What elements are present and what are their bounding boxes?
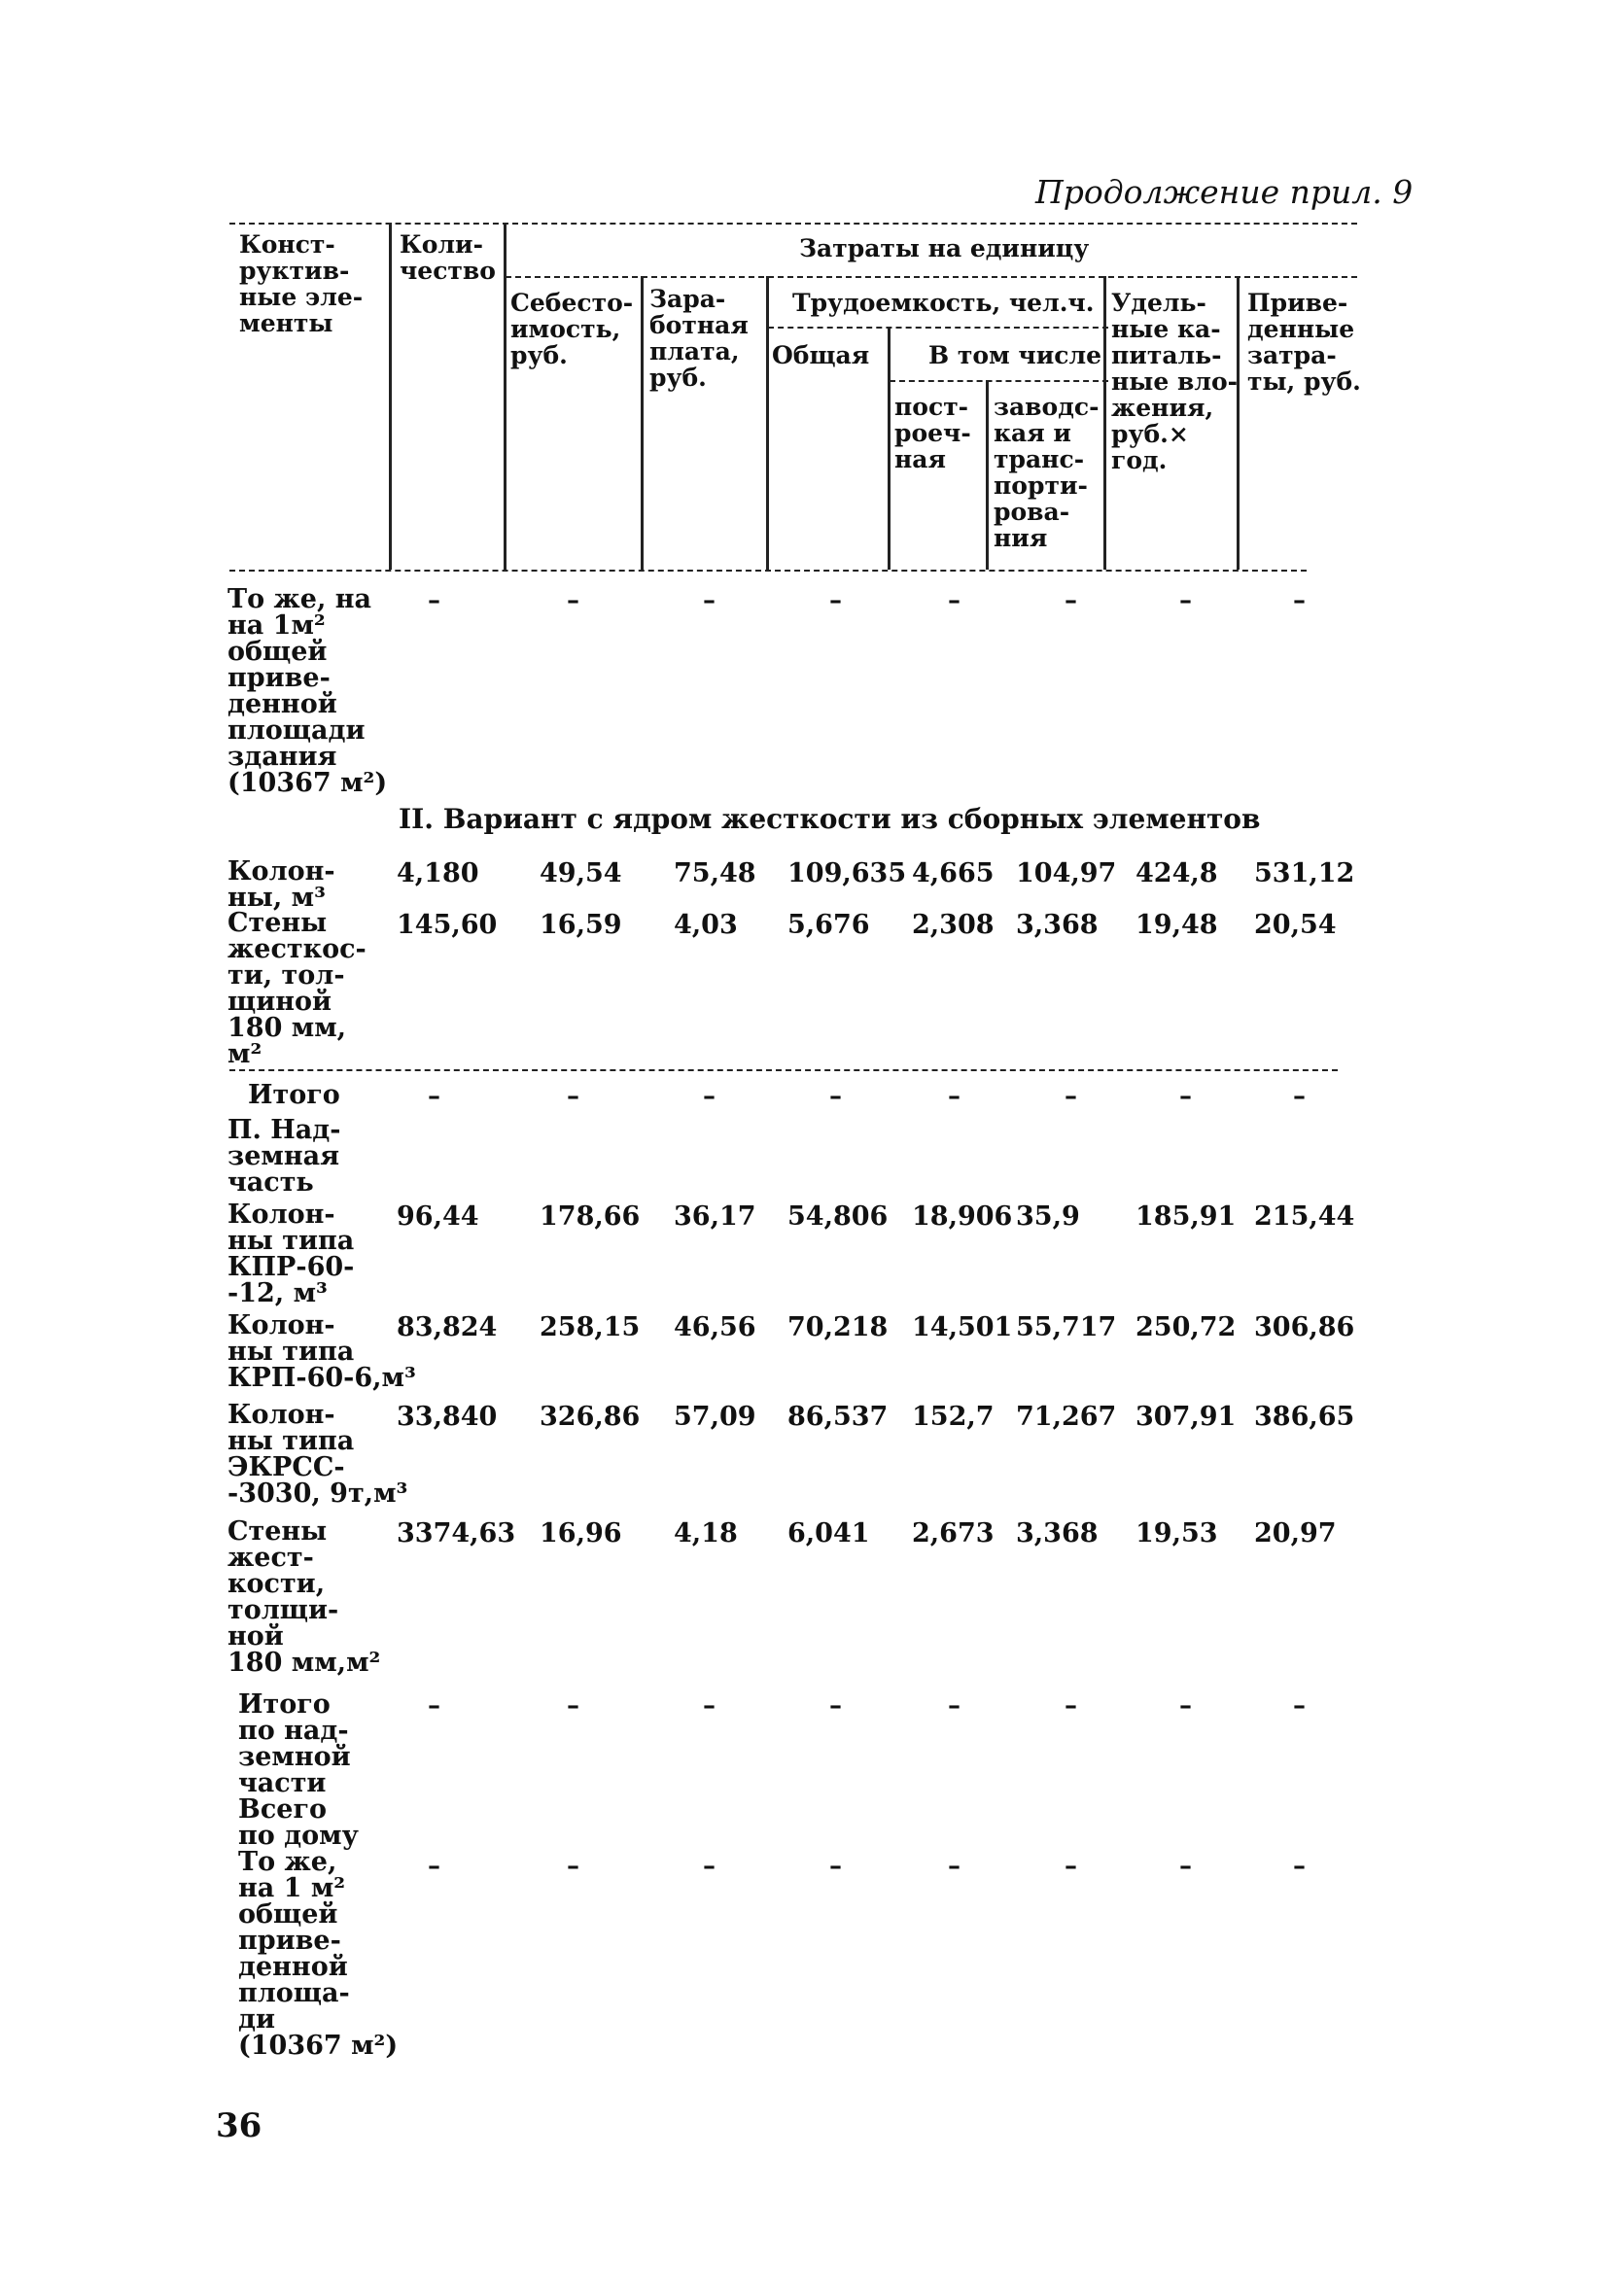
empty-cell-dash: – <box>1065 1082 1077 1111</box>
table-cell: 145,60 <box>397 910 498 940</box>
header-wage-line: плата, <box>649 337 740 365</box>
row-label-line: по дому <box>238 1821 359 1851</box>
row-label <box>227 910 422 1067</box>
table-cell: 49,54 <box>540 858 622 888</box>
row-label <box>227 1117 422 1196</box>
header-including: В том числе <box>928 341 1102 369</box>
empty-cell-dash: – <box>948 1691 961 1721</box>
row-label-line: приве- <box>227 663 331 693</box>
row-label-line: по над- <box>238 1716 349 1746</box>
row-label-line: Колон- <box>227 1400 335 1430</box>
table-cell: 54,806 <box>787 1201 889 1232</box>
row-label-line: То же, на <box>227 584 371 614</box>
empty-cell-dash: – <box>1179 1082 1192 1111</box>
row-label-line: части <box>238 1768 327 1798</box>
empty-cell-dash: – <box>567 586 579 615</box>
header-elements-line: Конст- <box>239 230 335 259</box>
row-label-line: ны типа <box>227 1226 355 1256</box>
header-elements <box>239 231 363 336</box>
header-factory <box>994 394 1099 551</box>
empty-cell-dash: – <box>829 1852 842 1881</box>
table-cell: 20,97 <box>1254 1518 1337 1548</box>
header-factory-line: порти- <box>994 471 1088 500</box>
row-label <box>227 1402 422 1507</box>
header-wage <box>649 286 749 391</box>
vline-1 <box>389 223 392 570</box>
header-cost-line: имость, <box>510 315 621 343</box>
table-cell: 83,824 <box>397 1312 498 1342</box>
section-title: II. Вариант с ядром жесткости из сборных элементов <box>399 803 1261 835</box>
row-label-line: Итого <box>238 1689 331 1720</box>
empty-cell-dash: – <box>428 1082 440 1111</box>
header-factory-line: транс- <box>994 445 1085 473</box>
header-factory-line: заводс- <box>994 393 1100 421</box>
table-cell: 16,59 <box>540 910 622 940</box>
row-label-line: Итого <box>248 1080 340 1110</box>
empty-cell-dash: – <box>1293 1691 1306 1721</box>
table-cell: 4,03 <box>674 910 738 940</box>
table-cell: 71,267 <box>1016 1402 1117 1432</box>
empty-cell-dash: – <box>948 1082 961 1111</box>
vline-6 <box>986 380 989 570</box>
table-cell: 178,66 <box>540 1201 641 1232</box>
table-cell: 35,9 <box>1016 1201 1080 1232</box>
table-cell: 152,7 <box>912 1402 995 1432</box>
row-label-line: Колон- <box>227 856 335 887</box>
header-capital-line: ные вло- <box>1111 367 1239 396</box>
table-cell: 33,840 <box>397 1402 498 1432</box>
header-reduced-line: затра- <box>1247 341 1337 369</box>
empty-cell-dash: – <box>428 1852 440 1881</box>
header-wage-line: Зара- <box>649 285 726 313</box>
empty-cell-dash: – <box>567 1691 579 1721</box>
header-cost <box>510 290 633 368</box>
header-quantity-line: чество <box>400 257 496 285</box>
table-cell: 55,717 <box>1016 1312 1117 1342</box>
row-label-line: ЭКРСС- <box>227 1452 345 1482</box>
empty-cell-dash: – <box>703 1852 716 1881</box>
row-label-line: денной <box>227 689 337 719</box>
table-cell: 16,96 <box>540 1518 622 1548</box>
row-label-line: 180 мм,м² <box>227 1648 381 1678</box>
row-label <box>227 1201 422 1306</box>
row-label-line: кости, <box>227 1569 326 1599</box>
header-capital-line: жения, <box>1111 394 1214 422</box>
row-label-line: ны типа <box>227 1337 355 1367</box>
row-label-line: -3030, 9т,м³ <box>227 1478 408 1509</box>
vline-7 <box>1103 276 1106 570</box>
empty-cell-dash: – <box>948 1852 961 1881</box>
table-cell: 18,906 <box>912 1201 1013 1232</box>
caption: Продолжение прил. 9 <box>1035 173 1414 211</box>
row-label-line: жест- <box>227 1543 314 1573</box>
header-labor-group: Трудоемкость, чел.ч. <box>792 289 1095 317</box>
row-label <box>238 1691 433 2059</box>
header-elements-line: менты <box>239 309 333 337</box>
body-separator-line <box>229 1069 1338 1071</box>
table-cell: 36,17 <box>674 1201 756 1232</box>
table-cell: 86,537 <box>787 1402 889 1432</box>
table-cell: 424,8 <box>1135 858 1218 888</box>
row-label-line: ти, тол- <box>227 960 345 991</box>
table-cell: 4,665 <box>912 858 995 888</box>
header-construction-line: роеч- <box>894 419 971 447</box>
header-factory-line: кая и <box>994 419 1071 447</box>
row-label-line: денной <box>238 1952 348 1982</box>
row-label-line: (10367 м²) <box>227 768 388 798</box>
empty-cell-dash: – <box>1065 1852 1077 1881</box>
header-reduced <box>1247 290 1361 395</box>
vline-5 <box>888 327 891 570</box>
header-elements-line: руктив- <box>239 257 350 285</box>
row-label <box>227 586 422 796</box>
header-wage-line: руб. <box>649 364 707 392</box>
table-cell: 3,368 <box>1016 1518 1099 1548</box>
empty-cell-dash: – <box>1179 1852 1192 1881</box>
row-label-line: (10367 м²) <box>238 2031 399 2061</box>
header-capital-line: питаль- <box>1111 341 1222 369</box>
table-cell: 306,86 <box>1254 1312 1355 1342</box>
empty-cell-dash: – <box>1179 586 1192 615</box>
header-reduced-line: ты, руб. <box>1247 367 1361 396</box>
table-cell: 258,15 <box>540 1312 641 1342</box>
header-construction-line: ная <box>894 445 946 473</box>
table-cell: 104,97 <box>1016 858 1117 888</box>
empty-cell-dash: – <box>567 1852 579 1881</box>
row-label-line: толщи- <box>227 1595 339 1625</box>
table-cell: 109,635 <box>787 858 907 888</box>
row-label-line: Стены <box>227 908 328 938</box>
table-cell: 57,09 <box>674 1402 756 1432</box>
row-label-line: площади <box>227 715 366 746</box>
header-construction-line: пост- <box>894 393 969 421</box>
table-cell: 19,48 <box>1135 910 1218 940</box>
empty-cell-dash: – <box>703 1082 716 1111</box>
table-cell: 215,44 <box>1254 1201 1355 1232</box>
table-cell: 20,54 <box>1254 910 1337 940</box>
table-cell: 3374,63 <box>397 1518 516 1548</box>
header-labor-line <box>768 327 1108 329</box>
empty-cell-dash: – <box>829 586 842 615</box>
row-label-line: на 1м² <box>227 610 326 641</box>
empty-cell-dash: – <box>428 1691 440 1721</box>
header-construction <box>894 394 971 472</box>
empty-cell-dash: – <box>428 586 440 615</box>
row-label <box>227 1518 422 1676</box>
row-label-line: земная <box>227 1141 340 1171</box>
empty-cell-dash: – <box>1065 586 1077 615</box>
header-capital-line: год. <box>1111 446 1168 474</box>
header-top-line <box>229 223 1357 225</box>
header-capital-line: Удель- <box>1111 289 1206 317</box>
empty-cell-dash: – <box>1179 1691 1192 1721</box>
header-reduced-line: денные <box>1247 315 1355 343</box>
row-label-line: 180 мм, <box>227 1013 347 1043</box>
row-label-line: м² <box>227 1039 262 1069</box>
table-cell: 3,368 <box>1016 910 1099 940</box>
header-cost-line: Себесто- <box>510 289 634 317</box>
table-cell: 250,72 <box>1135 1312 1237 1342</box>
row-label-line: общей <box>227 637 328 667</box>
table-cell: 75,48 <box>674 858 756 888</box>
row-label-line: Колон- <box>227 1200 335 1230</box>
row-label-line: площа- <box>238 1978 350 2008</box>
header-capital-line: ные ка- <box>1111 315 1221 343</box>
table-cell: 4,18 <box>674 1518 738 1548</box>
row-label <box>248 1082 442 1108</box>
empty-cell-dash: – <box>829 1082 842 1111</box>
row-label <box>227 858 422 911</box>
empty-cell-dash: – <box>1293 1082 1306 1111</box>
table-cell: 386,65 <box>1254 1402 1355 1432</box>
row-label-line: То же, <box>238 1847 337 1877</box>
row-label-line: жесткос- <box>227 934 367 964</box>
row-label-line: щиной <box>227 987 332 1017</box>
header-bottom-line <box>229 570 1307 572</box>
table-cell: 19,53 <box>1135 1518 1218 1548</box>
header-costs-group: Затраты на единицу <box>799 234 1090 262</box>
header-subgroup-line <box>506 276 1357 278</box>
table-cell: 6,041 <box>787 1518 870 1548</box>
empty-cell-dash: – <box>829 1691 842 1721</box>
row-label-line: Колон- <box>227 1310 335 1340</box>
vline-3 <box>641 276 644 570</box>
table-cell: 531,12 <box>1254 858 1355 888</box>
row-label-line: КПР-60- <box>227 1252 355 1282</box>
header-quantity-line: Коли- <box>400 230 483 259</box>
row-label-line: ны типа <box>227 1426 355 1456</box>
row-label-line: ной <box>227 1621 284 1652</box>
header-including-line <box>890 380 1108 382</box>
table-cell: 14,501 <box>912 1312 1013 1342</box>
header-factory-line: ния <box>994 524 1048 552</box>
row-label-line: ди <box>238 2004 276 2035</box>
empty-cell-dash: – <box>1293 586 1306 615</box>
empty-cell-dash: – <box>567 1082 579 1111</box>
row-label-line: приве- <box>238 1926 341 1956</box>
empty-cell-dash: – <box>703 1691 716 1721</box>
table-cell: 4,180 <box>397 858 479 888</box>
row-label-line: общей <box>238 1899 338 1930</box>
header-reduced-line: Приве- <box>1247 289 1348 317</box>
header-factory-line: рова- <box>994 498 1070 526</box>
header-elements-line: ные эле- <box>239 283 364 311</box>
row-label-line: на 1 м² <box>238 1873 346 1903</box>
header-cost-line: руб. <box>510 341 568 369</box>
table-cell: 5,676 <box>787 910 870 940</box>
table-cell: 46,56 <box>674 1312 756 1342</box>
header-capital <box>1111 290 1238 473</box>
header-labor-total: Общая <box>772 341 870 369</box>
row-label <box>227 1312 422 1391</box>
table-cell: 96,44 <box>397 1201 479 1232</box>
row-label-line: земной <box>238 1742 351 1772</box>
table-cell: 2,308 <box>912 910 995 940</box>
empty-cell-dash: – <box>1065 1691 1077 1721</box>
row-label-line: КРП-60-6,м³ <box>227 1363 416 1393</box>
table-cell: 326,86 <box>540 1402 641 1432</box>
empty-cell-dash: – <box>1293 1852 1306 1881</box>
page-number: 36 <box>216 2106 262 2145</box>
header-quantity <box>400 231 496 284</box>
header-wage-line: ботная <box>649 311 749 339</box>
row-label-line: здания <box>227 742 337 772</box>
table-cell: 2,673 <box>912 1518 995 1548</box>
row-label-line: Стены <box>227 1516 328 1547</box>
vline-4 <box>766 276 769 570</box>
row-label-line: Всего <box>238 1794 327 1825</box>
table-cell: 185,91 <box>1135 1201 1237 1232</box>
row-label-line: ны, м³ <box>227 883 326 913</box>
vline-2 <box>504 223 507 570</box>
table-cell: 70,218 <box>787 1312 889 1342</box>
header-capital-line: руб.× <box>1111 420 1189 448</box>
row-label-line: -12, м³ <box>227 1278 328 1308</box>
row-label-line: часть <box>227 1167 314 1198</box>
table-cell: 307,91 <box>1135 1402 1237 1432</box>
row-label-line: П. Над- <box>227 1115 341 1145</box>
empty-cell-dash: – <box>703 586 716 615</box>
empty-cell-dash: – <box>948 586 961 615</box>
